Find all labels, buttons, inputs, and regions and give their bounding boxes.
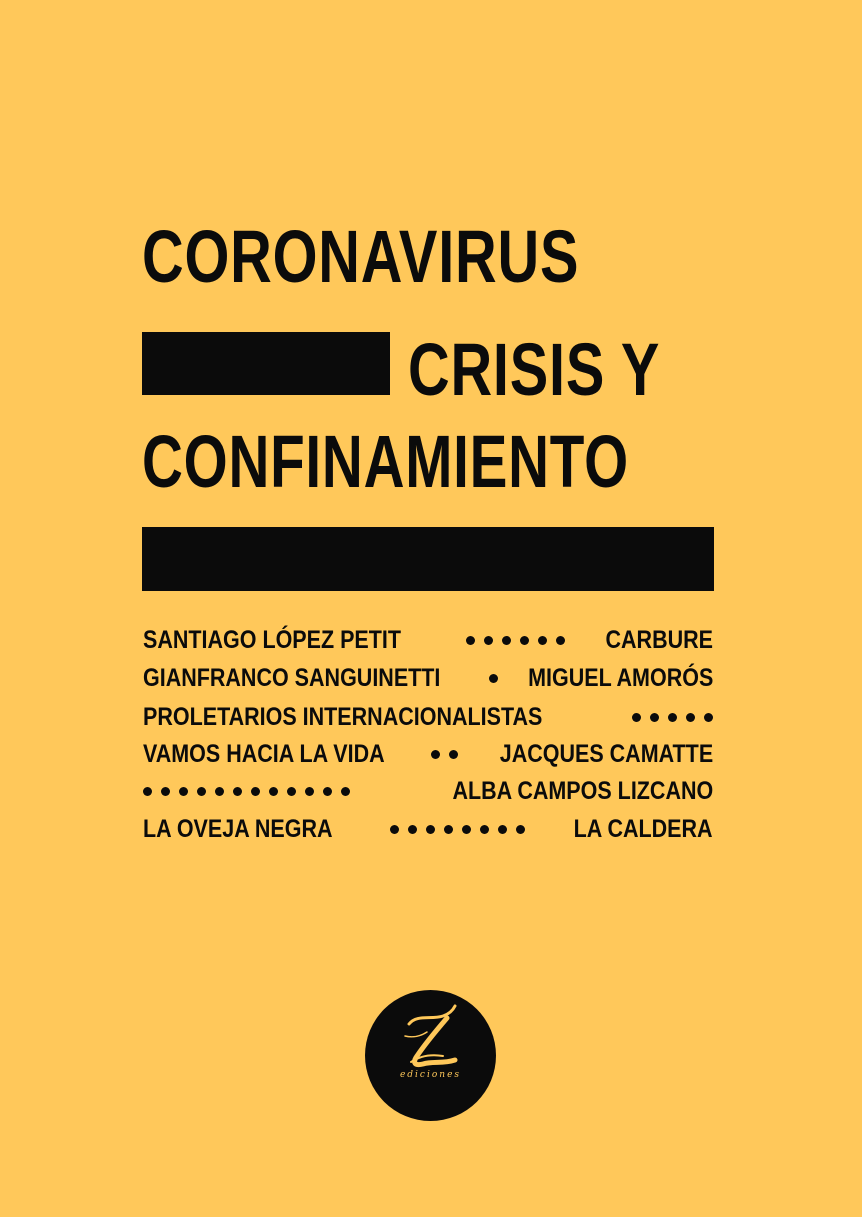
dot-icon xyxy=(480,825,489,834)
dot-separator xyxy=(632,713,713,722)
dot-icon xyxy=(444,825,453,834)
black-bar-small xyxy=(142,332,390,395)
dot-icon xyxy=(161,787,170,796)
author-name: LA CALDERA xyxy=(574,814,713,843)
dot-icon xyxy=(484,636,493,645)
dot-icon xyxy=(489,674,498,683)
dot-icon xyxy=(466,636,475,645)
title-line-2: CRISIS Y xyxy=(408,328,661,411)
dot-separator xyxy=(466,636,565,645)
dot-icon xyxy=(408,825,417,834)
author-line xyxy=(143,625,713,655)
dot-icon xyxy=(323,787,332,796)
author-line xyxy=(143,776,713,806)
author-name: LA OVEJA NEGRA xyxy=(143,814,333,843)
publisher-logo xyxy=(365,990,496,1121)
author-line xyxy=(143,663,713,693)
author-name: GIANFRANCO SANGUINETTI xyxy=(143,663,441,692)
dot-icon xyxy=(502,636,511,645)
dot-icon xyxy=(538,636,547,645)
dot-icon xyxy=(305,787,314,796)
dot-separator xyxy=(390,825,525,834)
dot-separator xyxy=(431,750,458,759)
author-name: SANTIAGO LÓPEZ PETIT xyxy=(143,625,402,654)
dot-icon xyxy=(143,787,152,796)
author-line xyxy=(143,814,713,844)
publisher-name: ediciones xyxy=(399,1070,462,1080)
dot-icon xyxy=(498,825,507,834)
dot-icon xyxy=(341,787,350,796)
dot-icon xyxy=(426,825,435,834)
dot-icon xyxy=(179,787,188,796)
dot-icon xyxy=(390,825,399,834)
title-line-1: CORONAVIRUS xyxy=(142,215,580,298)
author-name: MIGUEL AMORÓS xyxy=(527,663,714,692)
dot-icon xyxy=(449,750,458,759)
dot-icon xyxy=(269,787,278,796)
author-name: CARBURE xyxy=(605,625,713,654)
author-name: VAMOS HACIA LA VIDA xyxy=(143,739,385,768)
dot-icon xyxy=(632,713,641,722)
author-name: ALBA CAMPOS LIZCANO xyxy=(452,776,713,805)
z-monogram-icon xyxy=(365,990,496,1121)
dot-icon xyxy=(197,787,206,796)
dot-separator xyxy=(143,787,350,796)
title-line-3: CONFINAMIENTO xyxy=(142,420,629,503)
black-bar-large xyxy=(142,527,714,591)
dot-icon xyxy=(704,713,713,722)
dot-icon xyxy=(520,636,529,645)
dot-icon xyxy=(287,787,296,796)
author-name: JACQUES CAMATTE xyxy=(499,739,713,768)
dot-icon xyxy=(215,787,224,796)
dot-icon xyxy=(668,713,677,722)
dot-icon xyxy=(556,636,565,645)
author-line xyxy=(143,739,713,769)
dot-icon xyxy=(462,825,471,834)
dot-icon xyxy=(251,787,260,796)
dot-icon xyxy=(233,787,242,796)
dot-icon xyxy=(650,713,659,722)
dot-icon xyxy=(686,713,695,722)
dot-icon xyxy=(431,750,440,759)
author-name: PROLETARIOS INTERNACIONALISTAS xyxy=(143,702,543,731)
dot-icon xyxy=(516,825,525,834)
author-line xyxy=(143,702,713,732)
dot-separator xyxy=(489,674,498,683)
